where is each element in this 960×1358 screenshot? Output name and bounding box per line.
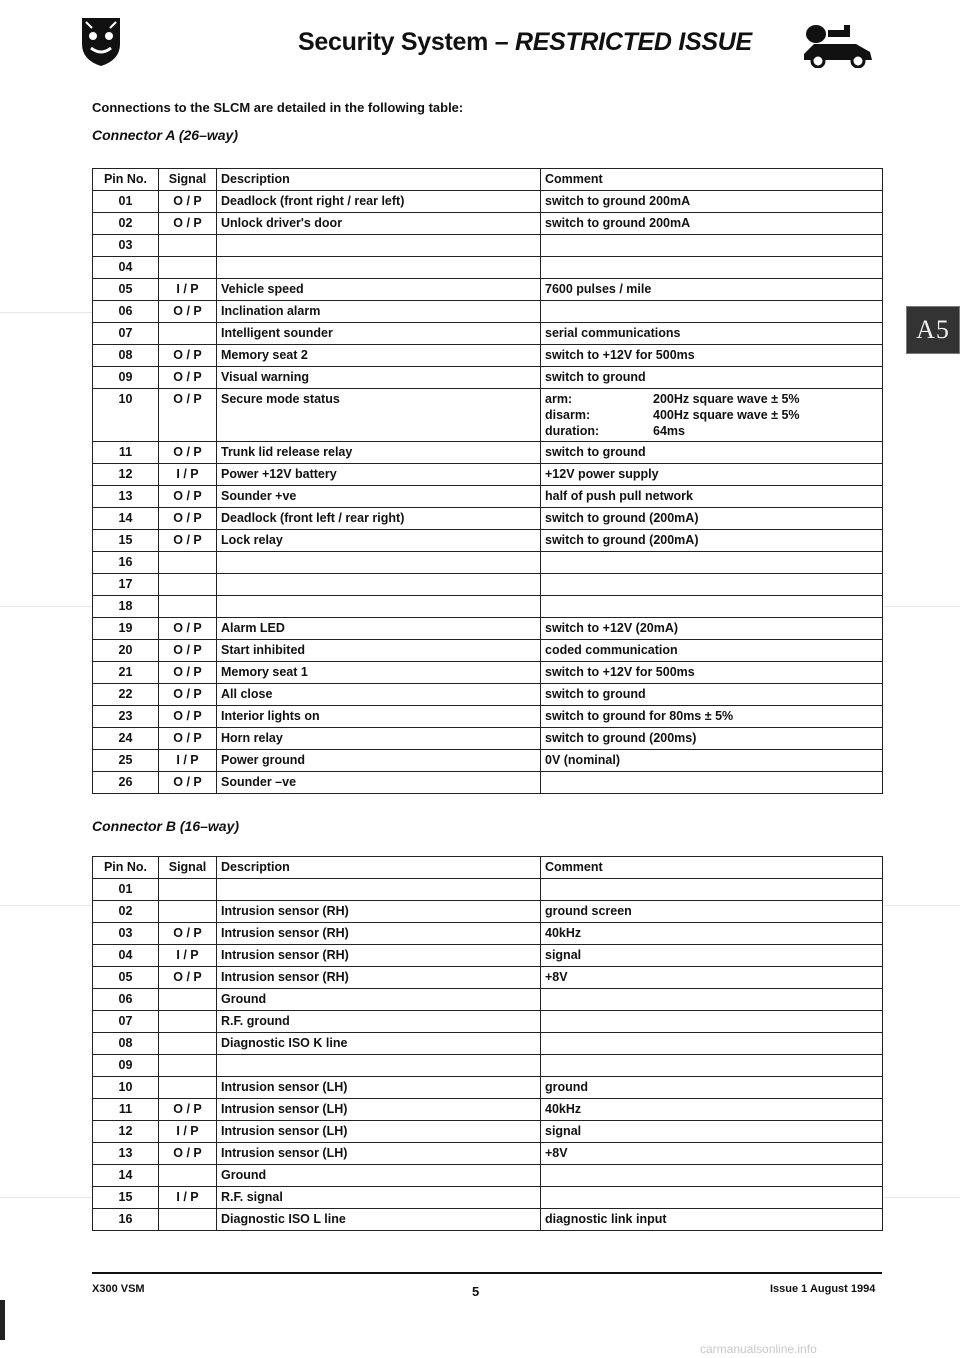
comment-cell: switch to ground xyxy=(541,442,883,464)
description-cell xyxy=(217,235,541,257)
table-row xyxy=(93,486,883,508)
scan-line xyxy=(884,1197,960,1198)
table-row xyxy=(93,967,883,989)
comment-cell: serial communications xyxy=(541,323,883,345)
security-car-icon xyxy=(800,22,876,68)
signal-cell: O / P xyxy=(159,345,217,367)
table-row xyxy=(93,1055,883,1077)
description-cell: Horn relay xyxy=(217,728,541,750)
signal-cell: O / P xyxy=(159,1143,217,1165)
signal-cell xyxy=(159,989,217,1011)
comment-cell: 40kHz xyxy=(541,1099,883,1121)
description-cell: Intrusion sensor (LH) xyxy=(217,1077,541,1099)
description-cell xyxy=(217,1055,541,1077)
pin-cell: 22 xyxy=(93,684,159,706)
comment-cell xyxy=(541,596,883,618)
intro-text: Connections to the SLCM are detailed in the following table: xyxy=(92,100,464,115)
description-cell: Alarm LED xyxy=(217,618,541,640)
signal-cell xyxy=(159,1209,217,1231)
comment-cell: switch to ground (200mA) xyxy=(541,530,883,552)
signal-cell xyxy=(159,552,217,574)
signal-cell: I / P xyxy=(159,279,217,301)
description-cell xyxy=(217,879,541,901)
table-row xyxy=(93,989,883,1011)
pin-cell: 07 xyxy=(93,1011,159,1033)
page-title xyxy=(298,28,752,57)
description-cell: Ground xyxy=(217,1165,541,1187)
pin-cell: 06 xyxy=(93,989,159,1011)
signal-cell: O / P xyxy=(159,728,217,750)
table-row xyxy=(93,640,883,662)
signal-cell: O / P xyxy=(159,213,217,235)
pin-cell: 12 xyxy=(93,1121,159,1143)
description-cell: Intrusion sensor (RH) xyxy=(217,945,541,967)
comment-cell: switch to ground xyxy=(541,367,883,389)
table-row xyxy=(93,464,883,486)
signal-cell: O / P xyxy=(159,1099,217,1121)
scan-line xyxy=(0,312,92,313)
signal-cell: I / P xyxy=(159,464,217,486)
description-cell: Trunk lid release relay xyxy=(217,442,541,464)
table-header-row xyxy=(93,857,883,879)
signal-cell: O / P xyxy=(159,923,217,945)
signal-cell: O / P xyxy=(159,662,217,684)
description-cell: R.F. ground xyxy=(217,1011,541,1033)
description-cell: Diagnostic ISO L line xyxy=(217,1209,541,1231)
comment-cell: switch to +12V (20mA) xyxy=(541,618,883,640)
comment-cell xyxy=(541,389,883,442)
section-tab-label: A5 xyxy=(916,315,950,344)
comment-cell: switch to +12V for 500ms xyxy=(541,662,883,684)
pin-cell: 14 xyxy=(93,1165,159,1187)
pin-cell: 21 xyxy=(93,662,159,684)
pin-cell: 09 xyxy=(93,1055,159,1077)
pin-cell: 19 xyxy=(93,618,159,640)
connector-a-heading: Connector A (26–way) xyxy=(92,127,238,143)
pin-cell: 20 xyxy=(93,640,159,662)
comment-value: 200Hz square wave ± 5% xyxy=(653,392,800,406)
signal-cell: I / P xyxy=(159,1121,217,1143)
table-row xyxy=(93,596,883,618)
table-row xyxy=(93,552,883,574)
comment-cell xyxy=(541,1033,883,1055)
header-signal: Signal xyxy=(159,857,217,879)
pin-cell: 03 xyxy=(93,235,159,257)
title-italic: RESTRICTED ISSUE xyxy=(514,28,752,56)
signal-cell xyxy=(159,257,217,279)
signal-cell xyxy=(159,901,217,923)
signal-cell xyxy=(159,574,217,596)
comment-value: 64ms xyxy=(653,424,685,438)
pin-cell: 14 xyxy=(93,508,159,530)
comment-cell: +8V xyxy=(541,967,883,989)
description-cell: Sounder +ve xyxy=(217,486,541,508)
comment-cell: diagnostic link input xyxy=(541,1209,883,1231)
description-cell: All close xyxy=(217,684,541,706)
table-row xyxy=(93,618,883,640)
comment-cell: switch to ground 200mA xyxy=(541,191,883,213)
pin-cell: 04 xyxy=(93,257,159,279)
comment-cell: +8V xyxy=(541,1143,883,1165)
comment-cell xyxy=(541,552,883,574)
connector-a-table xyxy=(92,168,883,794)
footer-manual-code: X300 VSM xyxy=(92,1283,145,1295)
comment-cell: +12V power supply xyxy=(541,464,883,486)
comment-cell: switch to +12V for 500ms xyxy=(541,345,883,367)
table-row xyxy=(93,728,883,750)
description-cell: Interior lights on xyxy=(217,706,541,728)
signal-cell xyxy=(159,1077,217,1099)
description-cell: Intrusion sensor (RH) xyxy=(217,967,541,989)
table-row xyxy=(93,1011,883,1033)
description-cell xyxy=(217,596,541,618)
description-cell: Inclination alarm xyxy=(217,301,541,323)
description-cell xyxy=(217,257,541,279)
comment-cell: 7600 pulses / mile xyxy=(541,279,883,301)
pin-cell: 05 xyxy=(93,279,159,301)
table-row xyxy=(93,750,883,772)
signal-cell xyxy=(159,1011,217,1033)
pin-cell: 11 xyxy=(93,442,159,464)
signal-cell: O / P xyxy=(159,191,217,213)
description-cell: Ground xyxy=(217,989,541,1011)
signal-cell: O / P xyxy=(159,530,217,552)
description-cell: Visual warning xyxy=(217,367,541,389)
comment-cell xyxy=(541,235,883,257)
table-row xyxy=(93,279,883,301)
pin-cell: 16 xyxy=(93,552,159,574)
table-row xyxy=(93,1077,883,1099)
pin-cell: 16 xyxy=(93,1209,159,1231)
pin-cell: 12 xyxy=(93,464,159,486)
comment-detail-grid xyxy=(545,390,878,440)
table-row xyxy=(93,684,883,706)
footer-issue-date: Issue 1 August 1994 xyxy=(770,1283,876,1295)
table-row xyxy=(93,345,883,367)
pin-cell: 11 xyxy=(93,1099,159,1121)
description-cell xyxy=(217,552,541,574)
signal-cell: O / P xyxy=(159,684,217,706)
table-header-row xyxy=(93,169,883,191)
footer-rule xyxy=(92,1272,882,1274)
description-cell: Lock relay xyxy=(217,530,541,552)
pin-cell: 02 xyxy=(93,901,159,923)
signal-cell xyxy=(159,1033,217,1055)
pin-cell: 10 xyxy=(93,389,159,442)
comment-cell: switch to ground 200mA xyxy=(541,213,883,235)
scan-line xyxy=(884,905,960,906)
comment-key: disarm: xyxy=(545,408,591,422)
signal-cell: O / P xyxy=(159,618,217,640)
comment-cell xyxy=(541,989,883,1011)
table-row xyxy=(93,1165,883,1187)
table-row xyxy=(93,1187,883,1209)
header-pin: Pin No. xyxy=(93,169,159,191)
table-row xyxy=(93,442,883,464)
pin-cell: 01 xyxy=(93,879,159,901)
comment-cell: ground screen xyxy=(541,901,883,923)
table-row xyxy=(93,389,883,442)
pin-cell: 07 xyxy=(93,323,159,345)
header-description: Description xyxy=(217,169,541,191)
description-cell: Intrusion sensor (LH) xyxy=(217,1099,541,1121)
pin-cell: 24 xyxy=(93,728,159,750)
connector-b-heading: Connector B (16–way) xyxy=(92,818,240,834)
table-row xyxy=(93,1143,883,1165)
comment-cell xyxy=(541,574,883,596)
jaguar-logo-icon xyxy=(78,14,124,68)
comment-cell: 0V (nominal) xyxy=(541,750,883,772)
comment-cell xyxy=(541,301,883,323)
pin-cell: 08 xyxy=(93,345,159,367)
pin-cell: 04 xyxy=(93,945,159,967)
table-row xyxy=(93,706,883,728)
header-description: Description xyxy=(217,857,541,879)
signal-cell: O / P xyxy=(159,508,217,530)
signal-cell xyxy=(159,1165,217,1187)
table-row xyxy=(93,1209,883,1231)
comment-cell xyxy=(541,1165,883,1187)
scan-line xyxy=(0,1197,92,1198)
signal-cell: I / P xyxy=(159,750,217,772)
signal-cell: O / P xyxy=(159,301,217,323)
comment-cell xyxy=(541,1055,883,1077)
description-cell: Unlock driver's door xyxy=(217,213,541,235)
signal-cell xyxy=(159,596,217,618)
pin-cell: 25 xyxy=(93,750,159,772)
signal-cell: O / P xyxy=(159,486,217,508)
description-cell: Intrusion sensor (LH) xyxy=(217,1121,541,1143)
comment-cell: coded communication xyxy=(541,640,883,662)
comment-cell xyxy=(541,257,883,279)
description-cell: Diagnostic ISO K line xyxy=(217,1033,541,1055)
comment-key: arm: xyxy=(545,392,573,406)
description-cell: Memory seat 2 xyxy=(217,345,541,367)
description-cell: Intrusion sensor (RH) xyxy=(217,923,541,945)
pin-cell: 02 xyxy=(93,213,159,235)
comment-cell: half of push pull network xyxy=(541,486,883,508)
signal-cell xyxy=(159,323,217,345)
scan-line xyxy=(0,606,92,607)
pin-cell: 23 xyxy=(93,706,159,728)
signal-cell: O / P xyxy=(159,772,217,794)
description-cell: R.F. signal xyxy=(217,1187,541,1209)
watermark-text: carmanualsonline.info xyxy=(700,1342,817,1356)
comment-cell xyxy=(541,772,883,794)
description-cell xyxy=(217,574,541,596)
comment-cell: 40kHz xyxy=(541,923,883,945)
header-signal: Signal xyxy=(159,169,217,191)
pin-cell: 06 xyxy=(93,301,159,323)
signal-cell: O / P xyxy=(159,367,217,389)
pin-cell: 18 xyxy=(93,596,159,618)
table-row xyxy=(93,191,883,213)
table-row xyxy=(93,574,883,596)
table-row xyxy=(93,879,883,901)
pin-cell: 13 xyxy=(93,1143,159,1165)
table-row xyxy=(93,235,883,257)
table-row xyxy=(93,301,883,323)
table-row xyxy=(93,662,883,684)
table-row xyxy=(93,367,883,389)
table-row xyxy=(93,1099,883,1121)
pin-cell: 17 xyxy=(93,574,159,596)
comment-cell: switch to ground for 80ms ± 5% xyxy=(541,706,883,728)
description-cell: Sounder –ve xyxy=(217,772,541,794)
table-row xyxy=(93,530,883,552)
signal-cell xyxy=(159,879,217,901)
description-cell: Intrusion sensor (LH) xyxy=(217,1143,541,1165)
signal-cell: I / P xyxy=(159,945,217,967)
description-cell: Deadlock (front left / rear right) xyxy=(217,508,541,530)
description-cell: Deadlock (front right / rear left) xyxy=(217,191,541,213)
pin-cell: 01 xyxy=(93,191,159,213)
title-plain: Security System – xyxy=(298,28,515,56)
comment-value: 400Hz square wave ± 5% xyxy=(653,408,800,422)
header-comment: Comment xyxy=(541,169,883,191)
pin-cell: 08 xyxy=(93,1033,159,1055)
description-cell: Memory seat 1 xyxy=(217,662,541,684)
table-row xyxy=(93,257,883,279)
table-row xyxy=(93,772,883,794)
description-cell: Vehicle speed xyxy=(217,279,541,301)
table-row xyxy=(93,945,883,967)
comment-cell: signal xyxy=(541,945,883,967)
description-cell: Power ground xyxy=(217,750,541,772)
signal-cell: O / P xyxy=(159,640,217,662)
signal-cell: O / P xyxy=(159,389,217,442)
table-row xyxy=(93,323,883,345)
signal-cell: O / P xyxy=(159,442,217,464)
description-cell: Intelligent sounder xyxy=(217,323,541,345)
description-cell: Power +12V battery xyxy=(217,464,541,486)
comment-key: duration: xyxy=(545,424,600,438)
table-row xyxy=(93,923,883,945)
comment-cell: switch to ground (200mA) xyxy=(541,508,883,530)
table-row xyxy=(93,213,883,235)
pin-cell: 03 xyxy=(93,923,159,945)
comment-cell xyxy=(541,879,883,901)
table-row xyxy=(93,901,883,923)
signal-cell xyxy=(159,1055,217,1077)
scan-line xyxy=(0,905,92,906)
section-tab xyxy=(906,306,960,354)
table-row xyxy=(93,1121,883,1143)
description-cell: Start inhibited xyxy=(217,640,541,662)
pin-cell: 13 xyxy=(93,486,159,508)
pin-cell: 10 xyxy=(93,1077,159,1099)
table-row xyxy=(93,508,883,530)
signal-cell xyxy=(159,235,217,257)
header-pin: Pin No. xyxy=(93,857,159,879)
comment-cell xyxy=(541,1011,883,1033)
description-cell: Intrusion sensor (RH) xyxy=(217,901,541,923)
pin-cell: 15 xyxy=(93,1187,159,1209)
comment-cell xyxy=(541,1187,883,1209)
connector-b-table xyxy=(92,856,883,1231)
comment-cell: ground xyxy=(541,1077,883,1099)
scan-line xyxy=(884,606,960,607)
signal-cell: I / P xyxy=(159,1187,217,1209)
signal-cell: O / P xyxy=(159,706,217,728)
comment-cell: switch to ground (200ms) xyxy=(541,728,883,750)
description-cell: Secure mode status xyxy=(217,389,541,442)
header-comment: Comment xyxy=(541,857,883,879)
table-row xyxy=(93,1033,883,1055)
pin-cell: 26 xyxy=(93,772,159,794)
pin-cell: 05 xyxy=(93,967,159,989)
pin-cell: 09 xyxy=(93,367,159,389)
comment-cell: switch to ground xyxy=(541,684,883,706)
page-number: 5 xyxy=(472,1284,480,1299)
comment-cell: signal xyxy=(541,1121,883,1143)
signal-cell: O / P xyxy=(159,967,217,989)
pin-cell: 15 xyxy=(93,530,159,552)
binding-mark xyxy=(0,1300,5,1340)
